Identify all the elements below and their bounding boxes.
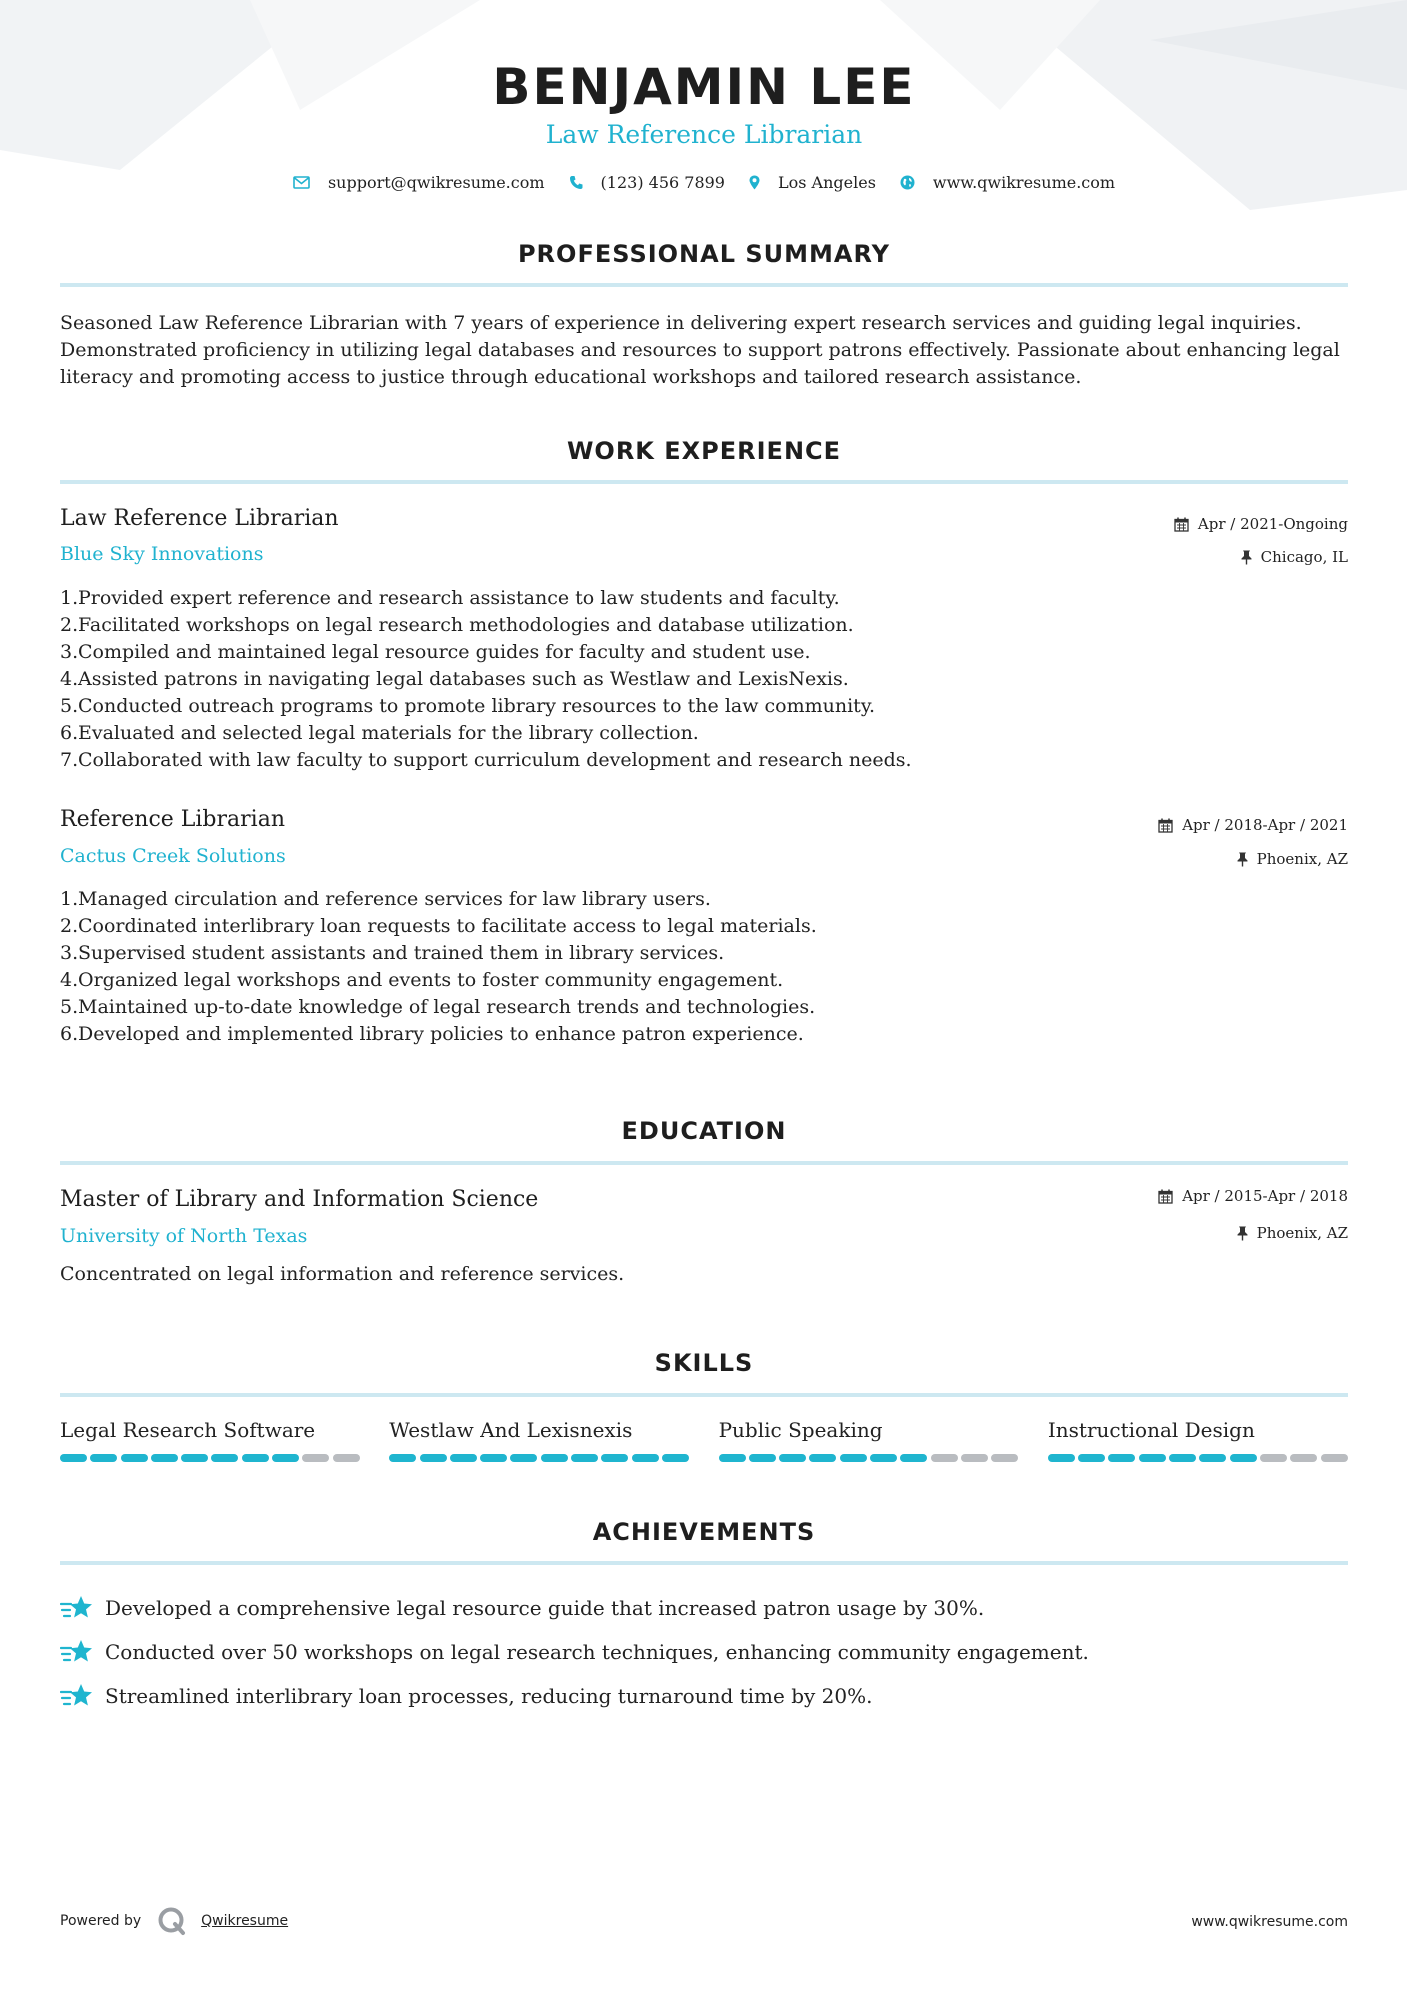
skill-level-bar (719, 1454, 1019, 1462)
achievements-section-title: ACHIEVEMENTS (592, 1518, 816, 1546)
job-dates (1174, 515, 1348, 533)
job-dates-text: Apr / 2021-Ongoing (1197, 515, 1348, 533)
achievement-text: Streamlined interlibrary loan processes, reducing turnaround time by 20%. (105, 1684, 873, 1708)
shooting-star-icon (60, 1681, 94, 1711)
globe-icon (900, 175, 915, 190)
skill-segment-filled (809, 1454, 836, 1462)
candidate-name: BENJAMIN LEE (492, 58, 916, 116)
list-item: 2. Facilitated workshops on legal research methodologies and database utilization. (60, 612, 1348, 639)
list-item (60, 1674, 1348, 1718)
qwikresume-link[interactable]: Qwikresume (201, 1913, 289, 1929)
skill-item (60, 1418, 360, 1462)
job-company: Blue Sky Innovations (60, 543, 264, 565)
skill-segment-filled (450, 1454, 477, 1462)
skill-name: Westlaw And Lexisnexis (389, 1418, 633, 1442)
education-dates (1158, 1187, 1348, 1205)
list-item (60, 1586, 1348, 1630)
phone-icon (569, 175, 583, 190)
list-item: 3. Supervised student assistants and trained them in library services. (60, 940, 1348, 967)
summary-text: Seasoned Law Reference Librarian with 7 years of experience in delivering expert research services and guiding legal inquiries. Demonstrated proficiency in utilizing legal databases and resources to support patrons effectively. Passionate about enhancing legal literacy and promoting access to justice through educational workshops and tailored research assistance. (60, 312, 1340, 388)
skill-segment-empty (991, 1454, 1018, 1462)
achievements-divider (60, 1561, 1348, 1565)
list-item: 4. Assisted patrons in navigating legal databases such as Westlaw and LexisNexis. (60, 666, 1348, 693)
bullet-text: Maintained up-to-date knowledge of legal research trends and technologies. (78, 996, 816, 1018)
skill-segment-filled (242, 1454, 269, 1462)
skill-level-bar (389, 1454, 689, 1462)
contact-website[interactable] (900, 173, 1115, 192)
experience-divider (60, 480, 1348, 484)
pushpin-icon (1237, 852, 1248, 867)
skill-segment-filled (1108, 1454, 1135, 1462)
contact-location (749, 173, 876, 192)
calendar-icon (1158, 818, 1173, 833)
skill-segment-empty (1290, 1454, 1317, 1462)
bullet-text: Conducted outreach programs to promote library resources to the law community. (78, 695, 876, 717)
skill-segment-filled (60, 1454, 87, 1462)
summary-divider (60, 283, 1348, 287)
skill-segment-filled (1199, 1454, 1226, 1462)
education-school: University of North Texas (60, 1225, 308, 1247)
education-degree: Master of Library and Information Science (60, 1187, 539, 1212)
footer-website[interactable]: www.qwikresume.com (1191, 1914, 1348, 1930)
skill-segment-filled (151, 1454, 178, 1462)
bullet-text: Facilitated workshops on legal research methodologies and database utilization. (78, 614, 854, 636)
skill-segment-empty (961, 1454, 988, 1462)
list-item: 7. Collaborated with law faculty to support curriculum development and research needs. (60, 747, 1348, 774)
skill-segment-filled (601, 1454, 628, 1462)
list-item: 1. Managed circulation and reference services for law library users. (60, 886, 1348, 913)
shooting-star-icon (60, 1593, 94, 1623)
contact-email[interactable] (293, 173, 545, 192)
bullet-text: Assisted patrons in navigating legal databases such as Westlaw and LexisNexis. (78, 668, 849, 690)
bullet-text: Compiled and maintained legal resource guides for faculty and student use. (78, 641, 811, 663)
skill-segment-filled (1169, 1454, 1196, 1462)
list-item: 6. Developed and implemented library policies to enhance patron experience. (60, 1021, 1348, 1048)
job-dates (1158, 816, 1348, 834)
skill-segment-filled (272, 1454, 299, 1462)
list-item: 6. Evaluated and selected legal materials for the library collection. (60, 720, 1348, 747)
skill-segment-filled (90, 1454, 117, 1462)
contact-phone[interactable] (569, 173, 725, 192)
bullet-text: Evaluated and selected legal materials for the library collection. (78, 722, 699, 744)
skill-item (1048, 1418, 1348, 1462)
page-footer (60, 1900, 1348, 1940)
skill-segment-filled (662, 1454, 689, 1462)
experience-section-title: WORK EXPERIENCE (566, 437, 842, 465)
contact-location-text: Los Angeles (777, 173, 876, 192)
qwikresume-logo-icon (157, 1906, 187, 1936)
skill-segment-filled (1078, 1454, 1105, 1462)
job-location (1237, 850, 1348, 868)
list-item: 3. Compiled and maintained legal resource guides for faculty and student use. (60, 639, 1348, 666)
education-dates-text: Apr / 2015-Apr / 2018 (1182, 1187, 1348, 1205)
skill-segment-empty (302, 1454, 329, 1462)
skill-segment-filled (900, 1454, 927, 1462)
skill-item (719, 1418, 1019, 1462)
summary-section-title: PROFESSIONAL SUMMARY (517, 240, 891, 268)
calendar-icon (1158, 1189, 1173, 1204)
skill-segment-filled (870, 1454, 897, 1462)
bullet-text: Managed circulation and reference services for law library users. (78, 888, 711, 910)
skill-segment-filled (749, 1454, 776, 1462)
skill-segment-filled (571, 1454, 598, 1462)
education-location (1237, 1224, 1348, 1242)
education-location-text: Phoenix, AZ (1256, 1224, 1348, 1242)
job-dates-text: Apr / 2018-Apr / 2021 (1182, 816, 1348, 834)
job-company: Cactus Creek Solutions (60, 845, 286, 867)
skill-segment-filled (719, 1454, 746, 1462)
skill-segment-filled (1048, 1454, 1075, 1462)
list-item: 4. Organized legal workshops and events to foster community engagement. (60, 967, 1348, 994)
pushpin-icon (1237, 1226, 1248, 1241)
achievement-text: Developed a comprehensive legal resource guide that increased patron usage by 30%. (105, 1596, 985, 1620)
achievements-list (60, 1586, 1348, 1718)
bullet-text: Supervised student assistants and trained them in library services. (78, 942, 725, 964)
job-title: Law Reference Librarian (60, 506, 339, 531)
contact-website-text: www.qwikresume.com (932, 173, 1116, 192)
powered-by-label: Powered by (60, 1913, 142, 1929)
skill-segment-filled (181, 1454, 208, 1462)
bullet-text: Coordinated interlibrary loan requests to facilitate access to legal materials. (78, 915, 817, 937)
skill-segment-empty (1260, 1454, 1287, 1462)
map-marker-icon (749, 175, 760, 190)
skills-divider (60, 1393, 1348, 1397)
list-item: 1. Provided expert reference and research assistance to law students and faculty. (60, 585, 1348, 612)
skill-item (389, 1418, 689, 1462)
pushpin-icon (1241, 550, 1252, 565)
skill-segment-filled (510, 1454, 537, 1462)
skill-segment-filled (211, 1454, 238, 1462)
skill-segment-empty (931, 1454, 958, 1462)
bullet-text: Collaborated with law faculty to support curriculum development and research needs. (78, 749, 912, 771)
skill-segment-filled (480, 1454, 507, 1462)
contact-phone-text: (123) 456 7899 (600, 173, 725, 192)
achievement-text: Conducted over 50 workshops on legal research techniques, enhancing community engagement. (105, 1640, 1089, 1664)
list-item: 5. Conducted outreach programs to promote library resources to the law community. (60, 693, 1348, 720)
powered-by (60, 1906, 288, 1936)
calendar-icon (1174, 517, 1189, 532)
candidate-role: Law Reference Librarian (545, 120, 863, 149)
skill-segment-filled (389, 1454, 416, 1462)
job-title: Reference Librarian (60, 807, 285, 832)
skill-segment-empty (333, 1454, 360, 1462)
list-item: 2. Coordinated interlibrary loan requests to facilitate access to legal materials. (60, 913, 1348, 940)
job-location (1241, 548, 1348, 566)
contact-bar (60, 173, 1348, 192)
skill-segment-filled (541, 1454, 568, 1462)
skill-name: Instructional Design (1047, 1418, 1255, 1442)
bullet-text: Organized legal workshops and events to foster community engagement. (78, 969, 784, 991)
skill-segment-filled (1139, 1454, 1166, 1462)
contact-email-text: support@qwikresume.com (327, 173, 545, 192)
education-divider (60, 1161, 1348, 1165)
skill-level-bar (60, 1454, 360, 1462)
list-item: 5. Maintained up-to-date knowledge of legal research trends and technologies. (60, 994, 1348, 1021)
job-bullets (60, 585, 1348, 774)
skill-level-bar (1048, 1454, 1348, 1462)
skill-segment-filled (420, 1454, 447, 1462)
bullet-text: Provided expert reference and research assistance to law students and faculty. (78, 587, 840, 609)
envelope-icon (293, 176, 310, 189)
education-description: Concentrated on legal information and reference services. (60, 1263, 625, 1285)
skill-segment-filled (121, 1454, 148, 1462)
list-item (60, 1630, 1348, 1674)
skill-segment-filled (779, 1454, 806, 1462)
job-location-text: Phoenix, AZ (1256, 850, 1348, 868)
skill-segment-empty (1321, 1454, 1348, 1462)
skill-segment-filled (840, 1454, 867, 1462)
skills-section-title: SKILLS (654, 1349, 754, 1377)
skill-segment-filled (632, 1454, 659, 1462)
skills-list (60, 1418, 1348, 1462)
bullet-text: Developed and implemented library policies to enhance patron experience. (78, 1023, 804, 1045)
shooting-star-icon (60, 1637, 94, 1667)
job-bullets (60, 886, 1348, 1048)
job-location-text: Chicago, IL (1260, 548, 1348, 566)
skill-name: Public Speaking (718, 1418, 883, 1442)
skill-segment-filled (1230, 1454, 1257, 1462)
education-section-title: EDUCATION (621, 1117, 787, 1145)
skill-name: Legal Research Software (60, 1418, 316, 1442)
